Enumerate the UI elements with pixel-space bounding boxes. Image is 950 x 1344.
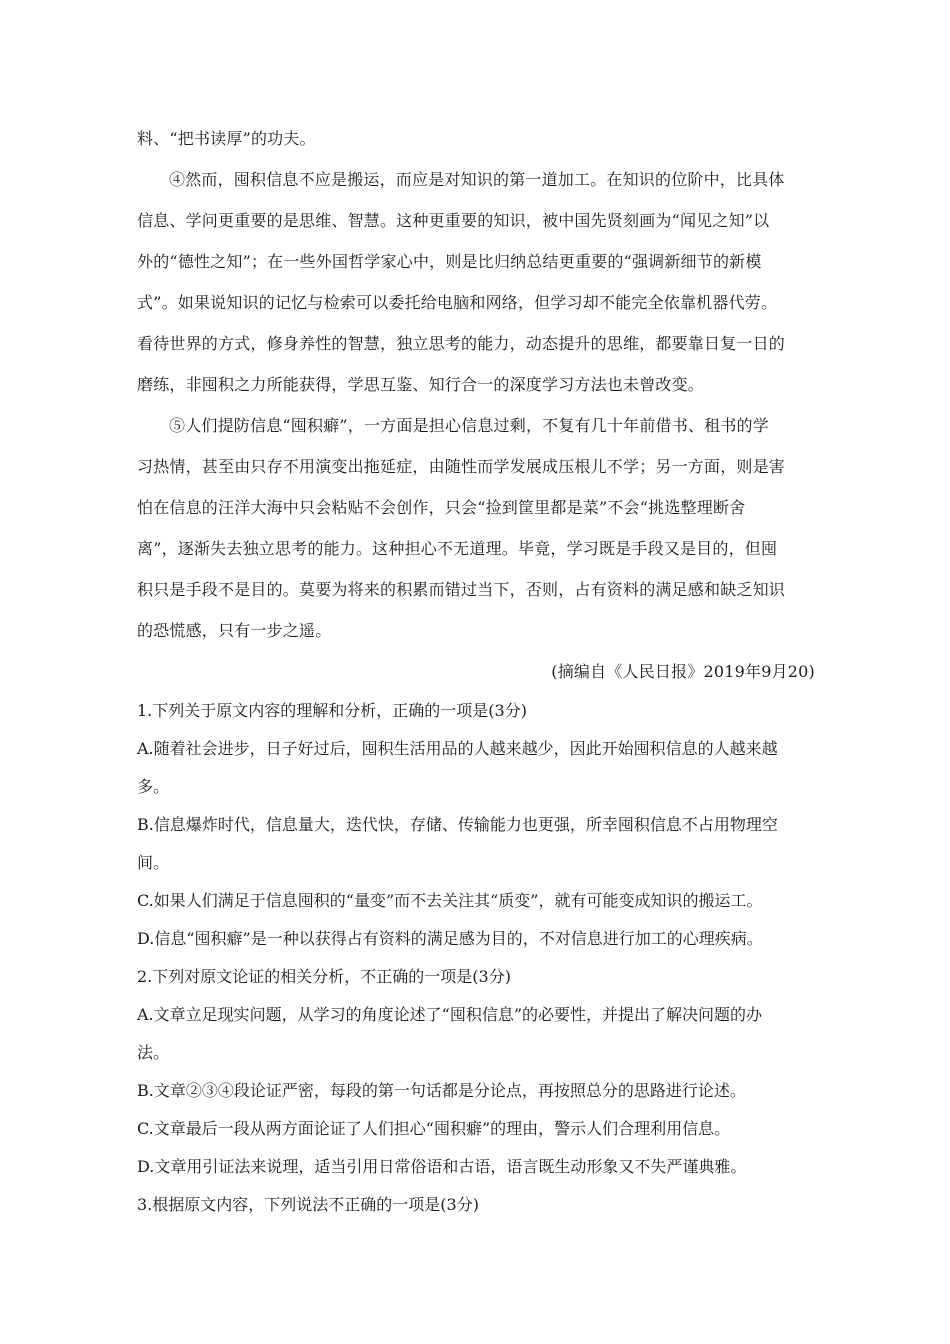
option-a: A.文章立足现实问题，从学习的角度论述了“囤积信息”的必要性，并提出了解决问题的办 bbox=[137, 1005, 763, 1024]
paragraph-line: 习热情，甚至由只存不用演变出拖延症，由随性而学发展成压根儿不学；另一方面，则是害 bbox=[137, 457, 786, 476]
exam-page bbox=[137, 118, 815, 1224]
option-a-continued: 多。 bbox=[137, 777, 170, 796]
question-stem: 3.根据原文内容，下列说法不正确的一项是(3分) bbox=[137, 1195, 479, 1214]
paragraph-line: 外的“德性之知”；在一些外国哲学家心中，则是比归纳总结更重要的“强调新细节的新模 bbox=[137, 252, 762, 271]
paragraph-line: ⑤人们提防信息“囤积癖”，一方面是担心信息过剩，不复有几十年前借书、租书的学 bbox=[169, 416, 769, 435]
paragraph-line: ④然而，囤积信息不应是搬运，而应是对知识的第一道加工。在知识的位阶中，比具体 bbox=[169, 170, 785, 189]
question-1 bbox=[137, 692, 815, 958]
paragraph-3-tail: 料、“把书读厚”的功夫。 bbox=[137, 129, 316, 148]
paragraph-line: 信息、学问更重要的是思维、智慧。这种更重要的知识，被中国先贤刻画为“闻见之知”以 bbox=[137, 211, 770, 230]
paragraph-line: 式”。如果说知识的记忆与检索可以委托给电脑和网络，但学习却不能完全依靠机器代劳。 bbox=[137, 293, 778, 312]
question-stem: 2.下列对原文论证的相关分析，不正确的一项是(3分) bbox=[137, 967, 511, 986]
question-3 bbox=[137, 1186, 815, 1224]
question-2 bbox=[137, 958, 815, 1186]
option-a-continued: 法。 bbox=[137, 1043, 170, 1062]
paragraph-line: 积只是手段不是目的。莫要为将来的积累而错过当下，否则，占有资料的满足感和缺乏知识 bbox=[137, 580, 786, 599]
question-stem: 1.下列关于原文内容的理解和分析，正确的一项是(3分) bbox=[137, 701, 527, 720]
option-c: C.如果人们满足于信息囤积的“量变”而不去关注其“质变”，就有可能变成知识的搬运工。 bbox=[137, 891, 763, 910]
paragraph-line: 磨练，非囤积之力所能获得，学思互鉴、知行合一的深度学习方法也未曾改变。 bbox=[137, 375, 705, 394]
option-a: A.随着社会进步，日子好过后，囤积生活用品的人越来越少，因此开始囤积信息的人越来越 bbox=[137, 739, 778, 758]
paragraph-line: 离”，逐渐失去独立思考的能力。这种担心不无道理。毕竟，学习既是手段又是目的，但囤 bbox=[137, 539, 778, 558]
paragraph-line: 的恐慌感，只有一步之遥。 bbox=[137, 621, 332, 640]
option-b: B.文章②③④段论证严密，每段的第一句话都是分论点，再按照总分的思路进行论述。 bbox=[137, 1081, 746, 1100]
paragraph-5 bbox=[137, 405, 815, 651]
option-c: C.文章最后一段从两方面论证了人们担心“囤积癖”的理由，警示人们合理利用信息。 bbox=[137, 1119, 731, 1138]
source-citation: (摘编自《人民日报》2019年9月20) bbox=[551, 662, 815, 681]
option-b: B.信息爆炸时代，信息量大，迭代快，存储、传输能力也更强，所幸囤积信息不占用物理空 bbox=[137, 815, 778, 834]
paragraph-4 bbox=[137, 159, 815, 405]
option-d: D.信息“囤积癖”是一种以获得占有资料的满足感为目的，不对信息进行加工的心理疾病。 bbox=[137, 929, 763, 948]
option-b-continued: 间。 bbox=[137, 853, 170, 872]
paragraph-line: 看待世界的方式，修身养性的智慧，独立思考的能力，动态提升的思维，都要靠日复一日的 bbox=[137, 334, 786, 353]
option-d: D.文章用引证法来说理，适当引用日常俗语和古语，语言既生动形象又不失严谨典雅。 bbox=[137, 1157, 747, 1176]
paragraph-line: 怕在信息的汪洋大海中只会粘贴不会创作，只会“捡到筐里都是菜”不会“挑选整理断舍 bbox=[137, 498, 746, 517]
